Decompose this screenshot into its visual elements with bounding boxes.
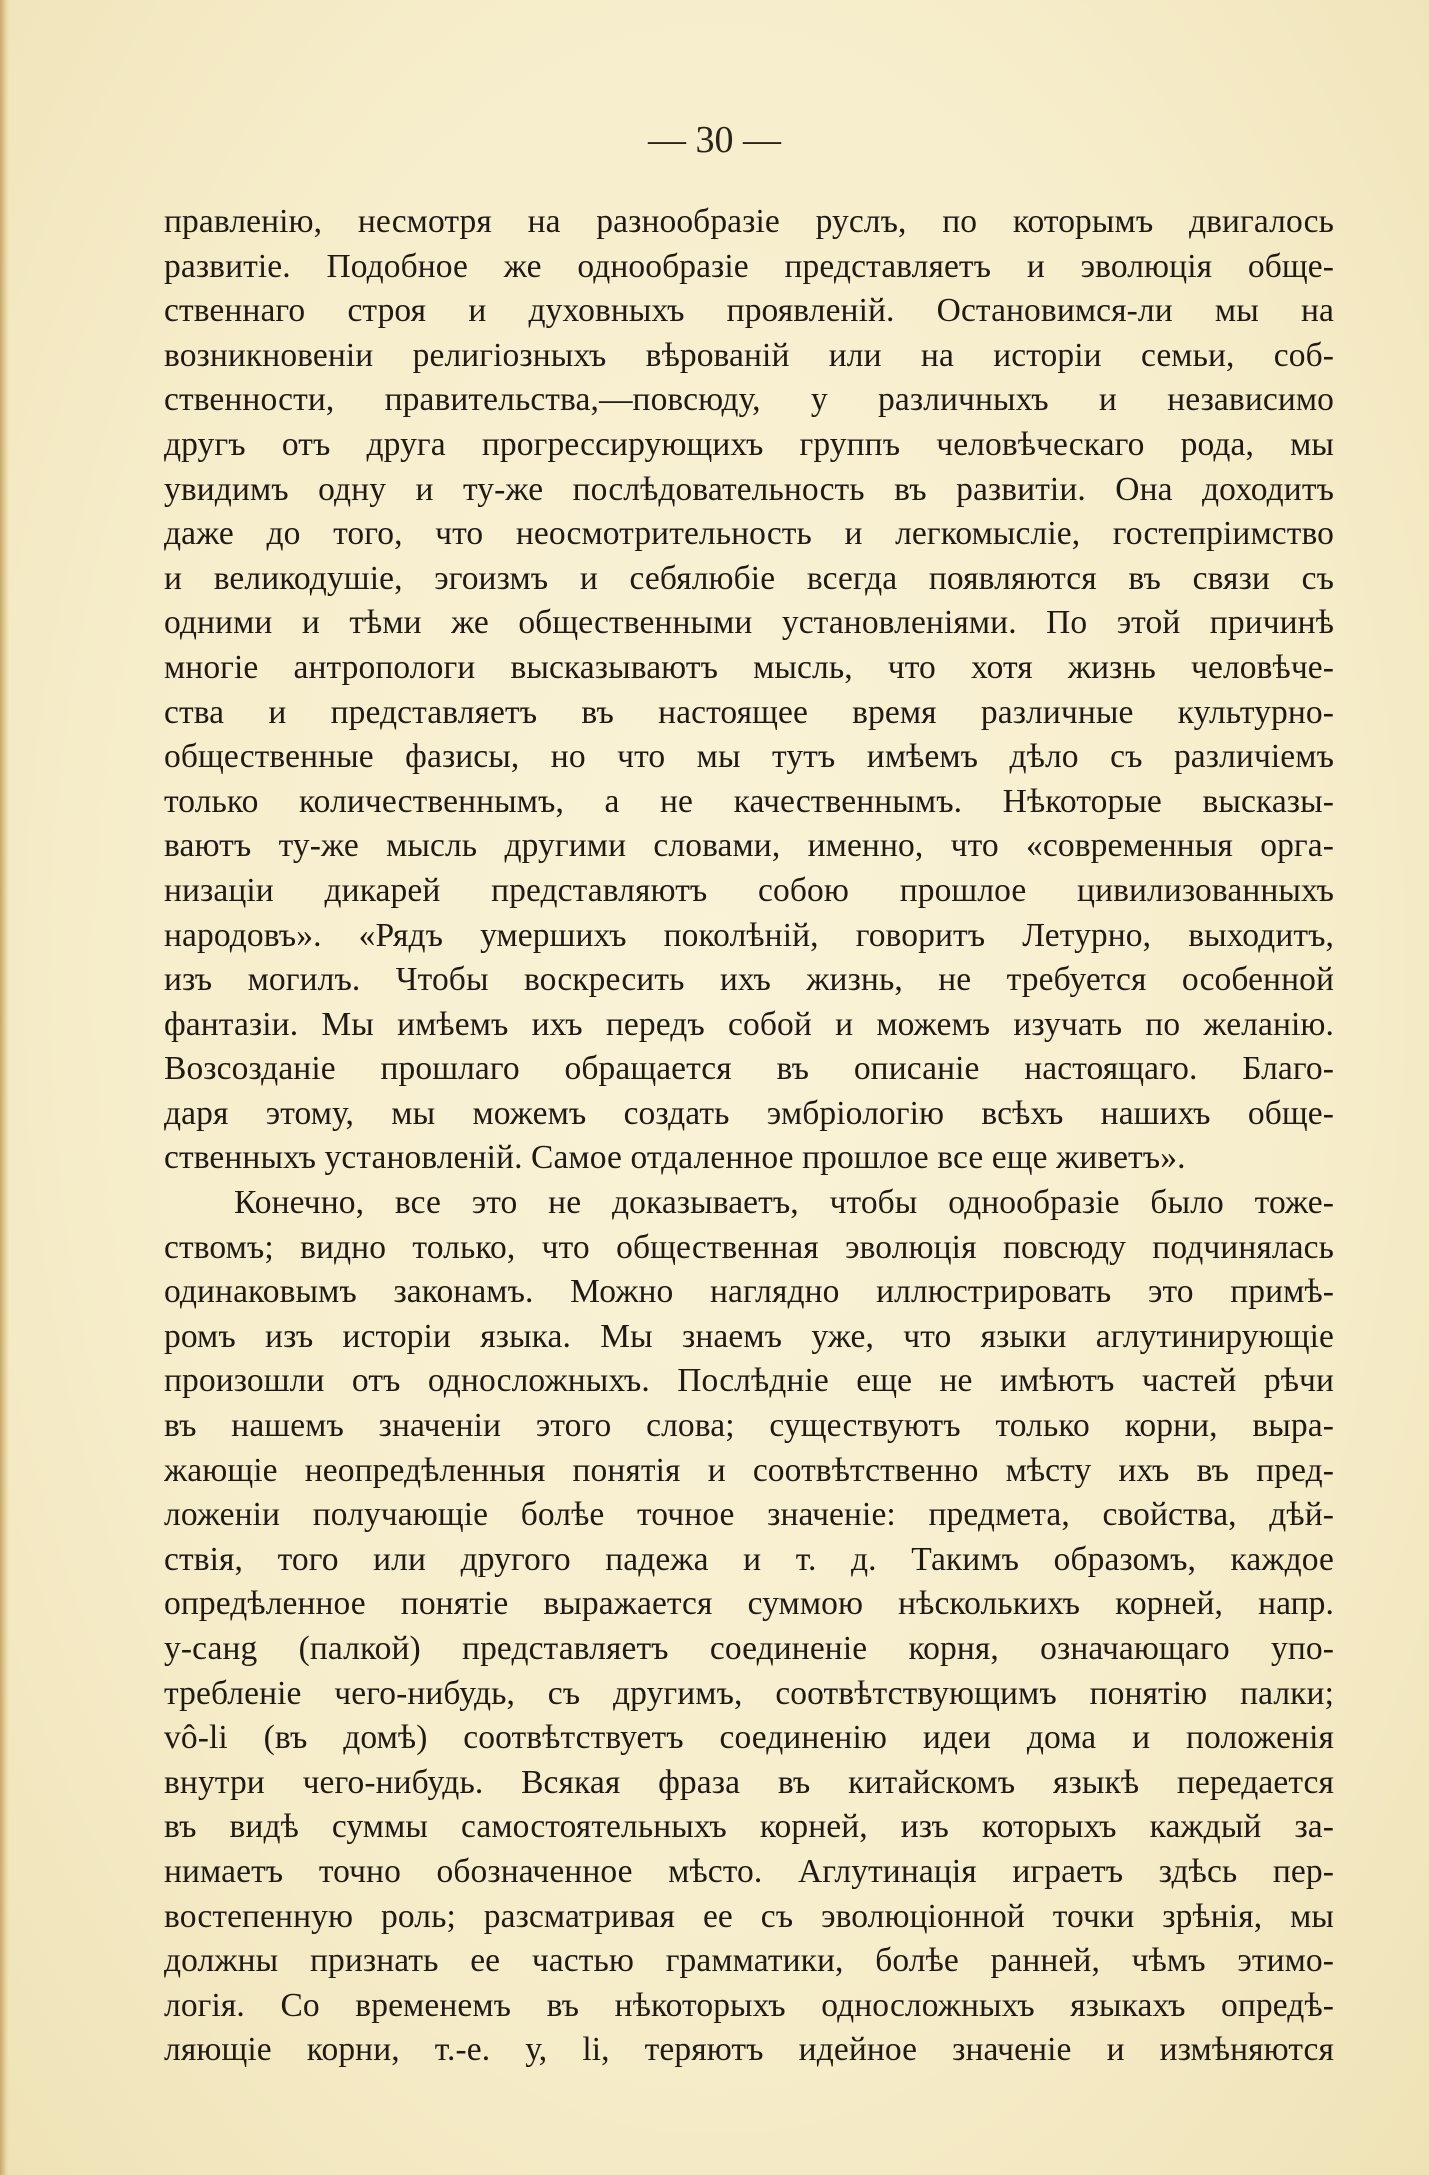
text-line: увидимъ одну и ту-же послѣдовательность въ развитіи. Она доходитъ <box>164 470 1334 508</box>
text-line: внутри чего-нибудь. Всякая фраза въ китайскомъ языкѣ передается <box>164 1763 1334 1801</box>
text-line: даря этому, мы можемъ создать эмбріологію всѣхъ нашихъ обще- <box>164 1094 1334 1132</box>
text-line: изъ могилъ. Чтобы воскресить ихъ жизнь, не требуется особенной <box>164 961 1334 999</box>
text-line: требленіе чего-нибудь, съ другимъ, соотвѣтствующимъ понятію палки; <box>164 1674 1334 1712</box>
page-number: — 30 — <box>648 119 781 161</box>
text-line: ваютъ ту-же мысль другими словами, именно, что «современныя орга- <box>164 827 1334 865</box>
text-line: нимаетъ точно обозначенное мѣсто. Аглутинація играетъ здѣсь пер- <box>164 1852 1334 1890</box>
text-line: ственныхъ установленій. Самое отдаленное прошлое все еще живетъ». <box>164 1139 1186 1177</box>
text-line: въ видѣ суммы самостоятельныхъ корней, изъ которыхъ каждый за- <box>164 1808 1334 1846</box>
text-line: ственности, правительства,—повсюду, у различныхъ и независимо <box>164 381 1334 419</box>
text-line: возникновеніи религіозныхъ вѣрованій или на исторіи семьи, соб- <box>164 336 1334 374</box>
text-line: низаціи дикарей представляютъ собою прошлое цивилизованныхъ <box>164 871 1334 909</box>
body-text <box>164 200 1334 2073</box>
text-line: ства и представляетъ въ настоящее время различные культурно- <box>164 693 1334 731</box>
text-line: фантазіи. Мы имѣемъ ихъ передъ собой и можемъ изучать по желанію. <box>164 1005 1334 1043</box>
paragraph-2 <box>164 1181 1334 2073</box>
text-line: въ нашемъ значеніи этого слова; существуютъ только корни, выра- <box>164 1407 1334 1445</box>
text-line: одними и тѣми же общественными установленіями. По этой причинѣ <box>164 604 1334 642</box>
text-line: ствія, того или другого падежа и т. д. Такимъ образомъ, каждое <box>164 1540 1334 1578</box>
text-line: другъ отъ друга прогрессирующихъ группъ человѣческаго рода, мы <box>164 425 1334 463</box>
text-line: должны признать ее частью грамматики, болѣе ранней, чѣмъ этимо- <box>164 1942 1334 1980</box>
page-binding-edge <box>0 0 9 2175</box>
text-line: даже до того, что неосмотрительность и легкомысліе, гостепріимство <box>164 515 1334 553</box>
text-line: ляющіе корни, т.-е. у, li, теряютъ идейное значеніе и измѣняются <box>164 2031 1334 2069</box>
text-line: жающіе неопредѣленныя понятія и соотвѣтственно мѣсту ихъ въ пред- <box>164 1451 1334 1489</box>
text-line: произошли отъ односложныхъ. Послѣдніе еще не имѣютъ частей рѣчи <box>164 1362 1334 1400</box>
text-line: Возсозданіе прошлаго обращается въ описаніе настоящаго. Благо- <box>164 1050 1334 1088</box>
text-line: востепенную роль; разсматривая ее съ эволюціонной точки зрѣнія, мы <box>164 1897 1334 1935</box>
text-line: опредѣленное понятіе выражается суммою нѣсколькихъ корней, напр. <box>164 1585 1334 1623</box>
text-line: Конечно, все это не доказываетъ, чтобы однообразіе было тоже- <box>234 1184 1334 1222</box>
text-line: ромъ изъ исторіи языка. Мы знаемъ уже, что языки аглутинирующіе <box>164 1317 1334 1355</box>
text-line: развитіе. Подобное же однообразіе представляетъ и эволюція обще- <box>164 247 1334 285</box>
text-line: ствомъ; видно только, что общественная эволюція повсюду подчинялась <box>164 1228 1334 1266</box>
text-line: только количественнымъ, а не качественнымъ. Нѣкоторые высказы- <box>164 782 1334 820</box>
text-line: и великодушіе, эгоизмъ и себялюбіе всегда появляются въ связи съ <box>164 559 1334 597</box>
text-line: у-санg (палкой) представляетъ соединеніе корня, означающаго упо- <box>164 1630 1334 1667</box>
text-line: одинаковымъ законамъ. Можно наглядно иллюстрировать это примѣ- <box>164 1273 1334 1311</box>
text-line: народовъ». «Рядъ умершихъ поколѣній, говоритъ Летурно, выходитъ, <box>164 916 1334 954</box>
text-line: ложеніи получающіе болѣе точное значеніе: предмета, свойства, дѣй- <box>164 1496 1334 1534</box>
text-line: логія. Со временемъ въ нѣкоторыхъ односложныхъ языкахъ опредѣ- <box>164 1986 1334 2024</box>
text-line: правленію, несмотря на разнообразіе руслъ, по которымъ двигалось <box>164 203 1334 240</box>
text-line: vô-li (въ домѣ) соотвѣтствуетъ соединенію идеи дома и положенія <box>164 1719 1334 1757</box>
text-line: многіе антропологи высказываютъ мысль, что хотя жизнь человѣче- <box>164 648 1334 686</box>
text-line: ственнаго строя и духовныхъ проявленій. Остановимся-ли мы на <box>164 292 1334 330</box>
text-line: общественные фазисы, но что мы тутъ имѣемъ дѣло съ различіемъ <box>164 738 1334 776</box>
paragraph-1 <box>164 200 1334 1181</box>
